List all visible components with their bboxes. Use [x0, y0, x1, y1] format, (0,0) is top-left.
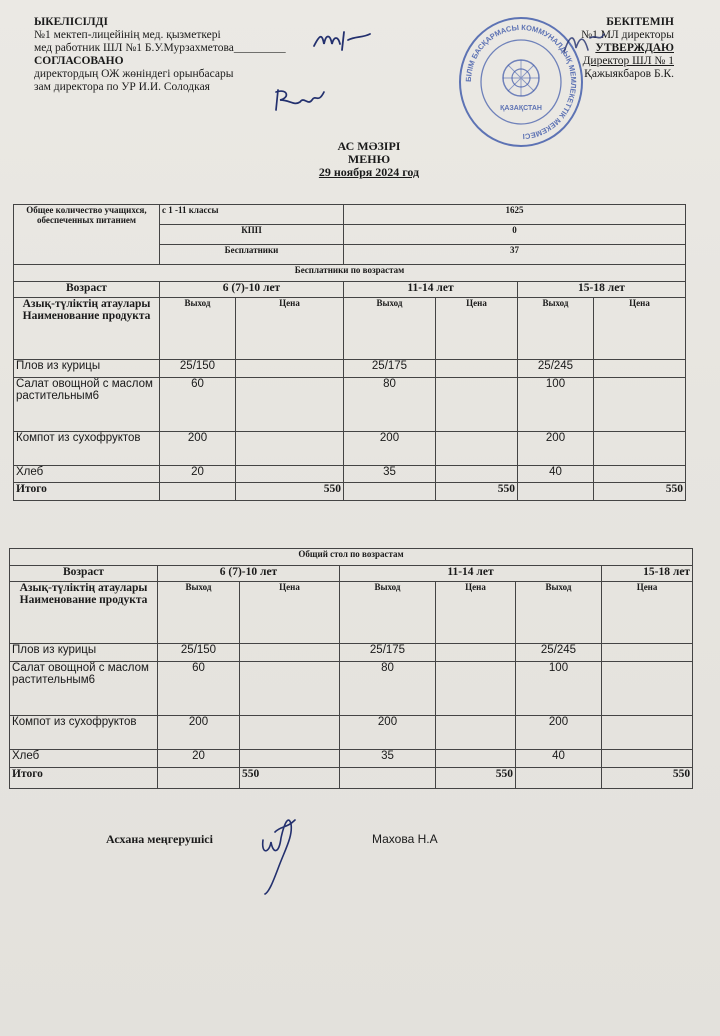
output-value: 80	[340, 662, 436, 716]
product-name-header: Азық-түліктің атаулары Наименование продукта	[10, 582, 158, 644]
product-name: Плов из курицы	[10, 644, 158, 662]
approve-ru: УТВЕРЖДАЮ	[595, 42, 674, 54]
title-kz: АС МӘЗІРІ	[337, 139, 401, 153]
product-name: Плов из курицы	[14, 360, 160, 378]
output-value: 80	[344, 378, 436, 432]
age-group-3: 15-18 лет	[518, 282, 686, 298]
free-label: Бесплатники	[160, 245, 344, 265]
output-value: 200	[344, 432, 436, 466]
product-name: Компот из сухофруктов	[10, 716, 158, 750]
price-header: Цена	[594, 298, 686, 360]
medic-name: мед работник ШЛ №1 Б.У.Мурзахметова_________	[34, 42, 286, 54]
free-meals-table	[13, 204, 686, 501]
output-header: Выход	[516, 582, 602, 644]
agreed-ru: СОГЛАСОВАНО	[34, 55, 124, 67]
price-header: Цена	[436, 582, 516, 644]
general-table	[9, 548, 693, 789]
deputy-signature	[272, 86, 328, 114]
director-signature	[560, 30, 606, 56]
students-count-label: Общее количество учащихся, обеспеченных питанием	[14, 205, 160, 265]
age-label: Возраст	[14, 282, 160, 298]
total-value: 550	[594, 483, 686, 501]
output-value: 60	[158, 662, 240, 716]
table-row	[10, 750, 693, 768]
free-value: 37	[344, 245, 686, 265]
output-value: 25/150	[160, 360, 236, 378]
title-ru: МЕНЮ	[347, 152, 391, 166]
output-value: 40	[518, 466, 594, 483]
director-title-kz: №1 МЛ директоры	[581, 29, 674, 41]
output-value: 100	[518, 378, 594, 432]
section-title: Общий стол по возрастам	[10, 549, 693, 566]
output-header: Выход	[344, 298, 436, 360]
total-value: 550	[240, 768, 340, 789]
medic-title-kz: №1 мектеп-лицейінің мед. қызметкері	[34, 29, 221, 41]
table-row	[10, 644, 693, 662]
medic-signature	[312, 28, 374, 52]
output-value: 20	[158, 750, 240, 768]
canteen-head-signature	[255, 810, 299, 896]
age-group-1: 6 (7)-10 лет	[160, 282, 344, 298]
price-header: Цена	[236, 298, 344, 360]
output-header: Выход	[518, 298, 594, 360]
approval-block-left	[34, 16, 286, 94]
canteen-head-label: Асхана меңгерушісі	[106, 832, 213, 846]
deputy-name: зам директора по УР И.И. Солодкая	[34, 81, 210, 93]
classes-label: с 1 -11 классы	[160, 205, 344, 225]
director-title-ru: Директор ШЛ № 1	[582, 55, 674, 67]
total-value: 550	[436, 768, 516, 789]
total-row	[14, 483, 686, 501]
table-row	[14, 466, 686, 483]
age-label: Возраст	[10, 566, 158, 582]
output-header: Выход	[158, 582, 240, 644]
kpp-value: 0	[344, 225, 686, 245]
price-header: Цена	[240, 582, 340, 644]
table-row	[14, 378, 686, 432]
svg-text:БІЛІМ БАСҚАРМАСЫ КОММУНАЛДЫҚ М: БІЛІМ БАСҚАРМАСЫ КОММУНАЛДЫҚ МЕМЛЕКЕТТІК МЕКЕМЕСІ	[463, 22, 579, 141]
age-group-3: 15-18 лет	[602, 566, 693, 582]
price-header: Цена	[602, 582, 693, 644]
total-label: Итого	[14, 483, 160, 501]
output-value: 40	[516, 750, 602, 768]
product-name: Салат овощной с маслом растительным6	[14, 378, 160, 432]
output-value: 25/175	[340, 644, 436, 662]
table-row	[10, 716, 693, 750]
product-name: Хлеб	[10, 750, 158, 768]
output-value: 200	[160, 432, 236, 466]
table-row	[10, 662, 693, 716]
output-value: 25/175	[344, 360, 436, 378]
output-value: 200	[516, 716, 602, 750]
output-value: 25/245	[516, 644, 602, 662]
price-header: Цена	[436, 298, 518, 360]
output-value: 100	[516, 662, 602, 716]
director-name: Қажыякбаров Б.К.	[584, 68, 674, 80]
output-value: 25/150	[158, 644, 240, 662]
output-value: 200	[158, 716, 240, 750]
total-row	[10, 768, 693, 789]
classes-value: 1625	[344, 205, 686, 225]
table-row	[14, 360, 686, 378]
age-group-1: 6 (7)-10 лет	[158, 566, 340, 582]
agreed-kz: ЫКЕЛІСІЛДІ	[34, 16, 108, 28]
age-group-2: 11-14 лет	[340, 566, 602, 582]
output-value: 25/245	[518, 360, 594, 378]
output-value: 60	[160, 378, 236, 432]
product-name: Компот из сухофруктов	[14, 432, 160, 466]
table-row	[14, 432, 686, 466]
product-name: Салат овощной с маслом растительным6	[10, 662, 158, 716]
deputy-title-kz: директордың ОЖ жөніндегі орынбасары	[34, 68, 234, 80]
output-value: 35	[340, 750, 436, 768]
total-label: Итого	[10, 768, 158, 789]
kpp-label: КПП	[160, 225, 344, 245]
menu-title	[0, 140, 720, 179]
total-value: 550	[436, 483, 518, 501]
output-value: 20	[160, 466, 236, 483]
output-header: Выход	[160, 298, 236, 360]
output-value: 35	[344, 466, 436, 483]
output-header: Выход	[340, 582, 436, 644]
total-value: 550	[602, 768, 693, 789]
product-name: Хлеб	[14, 466, 160, 483]
total-value: 550	[236, 483, 344, 501]
product-name-header: Азық-түліктің атаулары Наименование продукта	[14, 298, 160, 360]
approve-kz: БЕКІТЕМІН	[606, 16, 674, 28]
svg-text:ҚАЗАҚСТАН: ҚАЗАҚСТАН	[500, 105, 542, 112]
menu-date: 29 ноября 2024 год	[318, 165, 420, 179]
output-value: 200	[340, 716, 436, 750]
output-value: 200	[518, 432, 594, 466]
section-title: Бесплатники по возрастам	[14, 265, 686, 282]
canteen-head-name: Махова Н.А	[372, 832, 438, 846]
age-group-2: 11-14 лет	[344, 282, 518, 298]
